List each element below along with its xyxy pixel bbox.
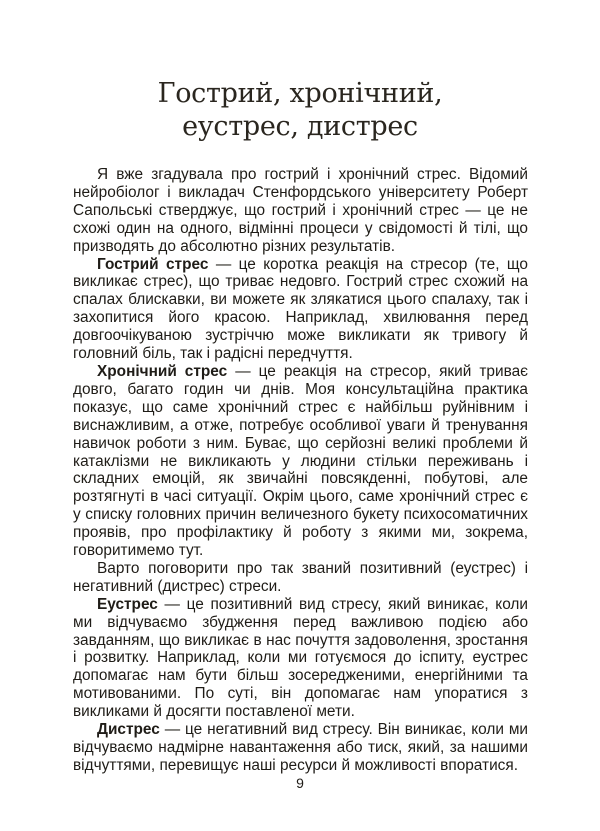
term-eustress: Еустрес <box>97 595 158 613</box>
term-distress: Дистрес <box>97 721 160 739</box>
title-line-1: Гострий, хронічний, <box>157 78 443 109</box>
page-number: 9 <box>296 775 304 791</box>
chapter-title <box>60 77 540 143</box>
body-text <box>73 166 528 775</box>
term-chronic-stress: Хронічний стрес <box>97 362 228 380</box>
title-line-2: еустрес, дистрес <box>182 111 418 142</box>
paragraph-transition: Варто поговорити про так званий позитивний (еустрес) і негативний (дистрес) стреси. <box>73 559 528 595</box>
paragraph-intro: Я вже згадувала про гострий і хронічний стрес. Відомий нейробіолог і викладач Стенфордського університету Роберт Сапольські стверджує, що гострий і хронічний стрес — це не схожі один на одного, відмінні процеси у свідомості й тілі, що призводять до абсолютно різних результатів. <box>73 166 528 255</box>
paragraph-distress: Дистрес — це негативний вид стресу. Він виникає, коли ми відчуваємо надмірне навантаження або тиск, який, за нашими відчуттями, перевищує наші ресурси й можливості впоратися. <box>73 721 528 774</box>
paragraph-acute-stress: Гострий стрес — це коротка реакція на стресор (те, що викликає стрес), що триває недовго. Гострий стрес схожий на спалах блискавки, ви можете як злякатися цього спалаху, так і захопитися його красою. Наприклад, хвилювання перед довгоочікуваною зустріччю може викликати як тривогу й головний біль, так і радісні передчуття. <box>73 255 528 363</box>
term-acute-stress: Гострий стрес <box>97 255 209 273</box>
paragraph-chronic-stress: Хронічний стрес — це реакція на стресор, який триває довго, багато годин чи днів. Моя консультаційна практика показує, що саме хронічний стрес є найбільш руйнівним і виснажливим, а отже, потребує особливої уваги й тренування навичок роботи з ним. Буває, що серйозні великі проблеми й катаклізми не викликають у людини стільки переживань і складних емоцій, як звичайні повсякденні, побутові, але розтягнуті в часі ситуації. Окрім цього, саме хронічний стрес є у списку головних причин величезного букету психосоматичних проявів, про профілактику й роботу з якими ми, зокрема, говоритимемо тут. <box>73 362 529 560</box>
paragraph-eustress: Еустрес — це позитивний вид стресу, який виникає, коли ми відчуваємо збудження перед важливою подією або завданням, що викликає в нас почуття задоволення, зростання і розвитку. Наприклад, коли ми готуємося до іспиту, еустрес допомагає нам бути більш зосередженими, енергійними та мотивованими. По суті, він допомагає нам упоратися з викликами й досягти поставленої мети. <box>73 595 528 721</box>
